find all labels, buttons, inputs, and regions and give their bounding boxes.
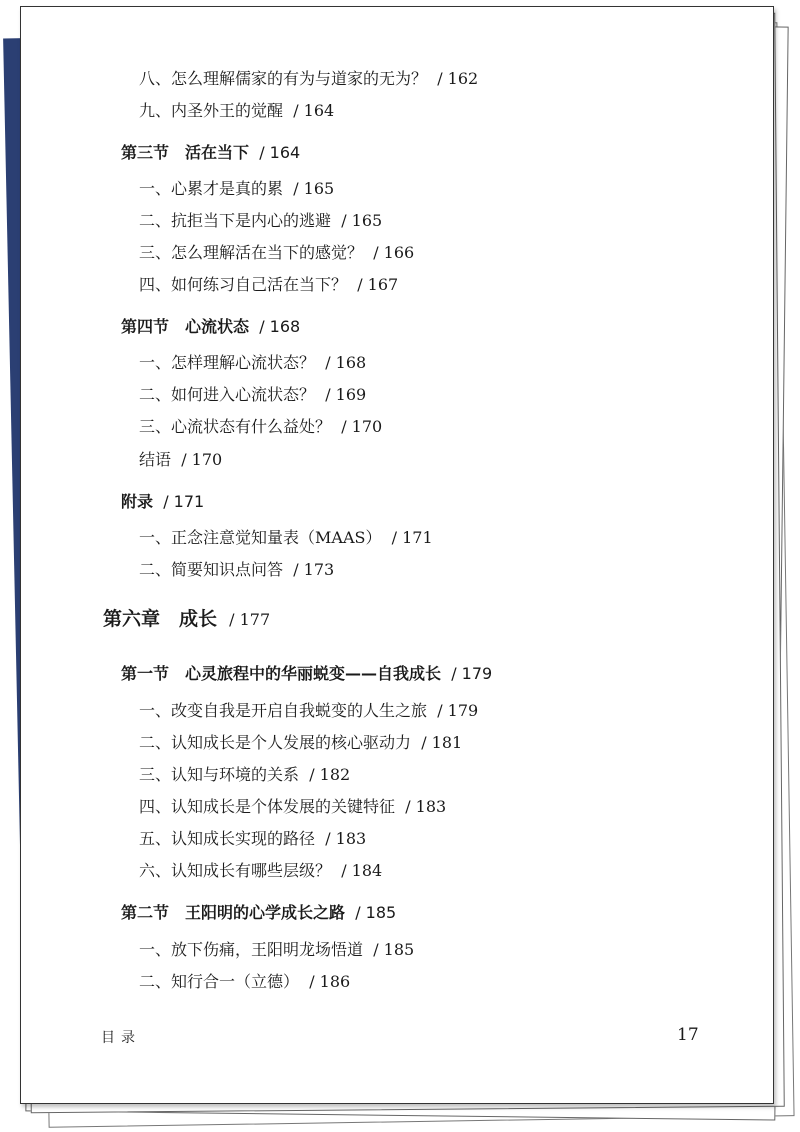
- toc-entry-page-number: / 164: [293, 101, 335, 120]
- toc-entry-title: 第六章 成长: [103, 608, 218, 630]
- toc-entry-page-number: / 170: [341, 417, 383, 436]
- toc-item-entry: [139, 179, 334, 199]
- toc-entry-title: 第一节 心灵旅程中的华丽蜕变——自我成长: [121, 664, 442, 683]
- toc-item-entry: [139, 275, 398, 295]
- toc-entry-title: 二、知行合一（立德）: [139, 972, 300, 991]
- toc-item-entry: [139, 733, 462, 753]
- toc-item-entry: [139, 797, 446, 817]
- toc-entry-page-number: / 177: [229, 610, 271, 629]
- toc-entry-page-number: / 184: [341, 861, 383, 880]
- toc-item-entry: [139, 940, 414, 960]
- footer-section-label: 目录: [101, 1030, 141, 1046]
- toc-entry-title: 三、心流状态有什么益处？: [139, 417, 332, 436]
- toc-entry-page-number: / 173: [293, 560, 335, 579]
- toc-entry-title: 一、放下伤痛，王阳明龙场悟道: [139, 940, 364, 959]
- toc-entry-title: 四、如何练习自己活在当下？: [139, 275, 348, 294]
- toc-entry-title: 五、认知成长实现的路径: [139, 829, 316, 848]
- toc-entry-title: 结语: [139, 450, 172, 469]
- toc-section-entry: [121, 664, 492, 684]
- toc-chapter-entry: [103, 607, 270, 632]
- toc-entry-page-number: / 171: [391, 528, 433, 547]
- toc-item-entry: [139, 69, 478, 89]
- toc-entry-page-number: / 162: [437, 69, 479, 88]
- toc-entry-title: 四、认知成长是个体发展的关键特征: [139, 797, 396, 816]
- toc-item-entry: [139, 972, 350, 992]
- toc-entry-title: 六、认知成长有哪些层级？: [139, 861, 332, 880]
- toc-entry-page-number: / 183: [405, 797, 447, 816]
- toc-entry-title: 二、简要知识点问答: [139, 560, 284, 579]
- toc-item-entry: [139, 450, 222, 470]
- toc-item-entry: [139, 385, 366, 405]
- toc-entry-title: 二、如何进入心流状态？: [139, 385, 316, 404]
- toc-entry-title: 二、抗拒当下是内心的逃避: [139, 211, 332, 230]
- toc-entry-title: 九、内圣外王的觉醒: [139, 101, 284, 120]
- toc-item-entry: [139, 765, 350, 785]
- toc-section-entry: [121, 143, 300, 163]
- toc-item-entry: [139, 101, 334, 121]
- toc-entry-title: 三、怎么理解活在当下的感觉？: [139, 243, 364, 262]
- toc-entry-page-number: / 169: [325, 385, 367, 404]
- toc-entry-title: 八、怎么理解儒家的有为与道家的无为？: [139, 69, 428, 88]
- toc-entry-title: 三、认知与环境的关系: [139, 765, 300, 784]
- toc-entry-page-number: / 167: [357, 275, 399, 294]
- toc-item-entry: [139, 528, 433, 548]
- toc-item-entry: [139, 353, 366, 373]
- toc-entry-page-number: / 183: [325, 829, 367, 848]
- toc-item-entry: [139, 211, 382, 231]
- toc-entry-title: 第二节 王阳明的心学成长之路: [121, 903, 346, 922]
- toc-entry-title: 一、怎样理解心流状态？: [139, 353, 316, 372]
- toc-entry-page-number: / 170: [181, 450, 223, 469]
- toc-entry-title: 第三节 活在当下: [121, 143, 250, 162]
- toc-item-entry: [139, 560, 334, 580]
- toc-entry-title: 二、认知成长是个人发展的核心驱动力: [139, 733, 412, 752]
- toc-entry-page-number: / 181: [421, 733, 463, 752]
- toc-entry-page-number: / 168: [325, 353, 367, 372]
- toc-section-entry: [121, 903, 396, 923]
- toc-item-entry: [139, 417, 382, 437]
- toc-page: [20, 6, 774, 1104]
- toc-entry-page-number: / 171: [163, 492, 205, 511]
- footer-page-number: 17: [677, 1025, 699, 1045]
- toc-entry-title: 一、心累才是真的累: [139, 179, 284, 198]
- toc-entry-page-number: / 185: [373, 940, 415, 959]
- toc-entry-title: 一、正念注意觉知量表（MAAS）: [139, 528, 382, 547]
- toc-section-entry: [121, 317, 300, 337]
- toc-entry-page-number: / 166: [373, 243, 415, 262]
- toc-entry-page-number: / 182: [309, 765, 351, 784]
- toc-section-entry: [121, 492, 204, 512]
- toc-entry-page-number: / 168: [259, 317, 301, 336]
- toc-item-entry: [139, 701, 478, 721]
- toc-item-entry: [139, 829, 366, 849]
- toc-entry-page-number: / 164: [259, 143, 301, 162]
- toc-entry-page-number: / 185: [355, 903, 397, 922]
- toc-item-entry: [139, 861, 382, 881]
- toc-entry-title: 第四节 心流状态: [121, 317, 250, 336]
- toc-entry-page-number: / 179: [451, 664, 493, 683]
- toc-item-entry: [139, 243, 414, 263]
- toc-entry-page-number: / 165: [293, 179, 335, 198]
- toc-entry-title: 附录: [121, 492, 154, 511]
- toc-entry-page-number: / 186: [309, 972, 351, 991]
- toc-entry-title: 一、改变自我是开启自我蜕变的人生之旅: [139, 701, 428, 720]
- toc-entry-page-number: / 179: [437, 701, 479, 720]
- toc-entry-page-number: / 165: [341, 211, 383, 230]
